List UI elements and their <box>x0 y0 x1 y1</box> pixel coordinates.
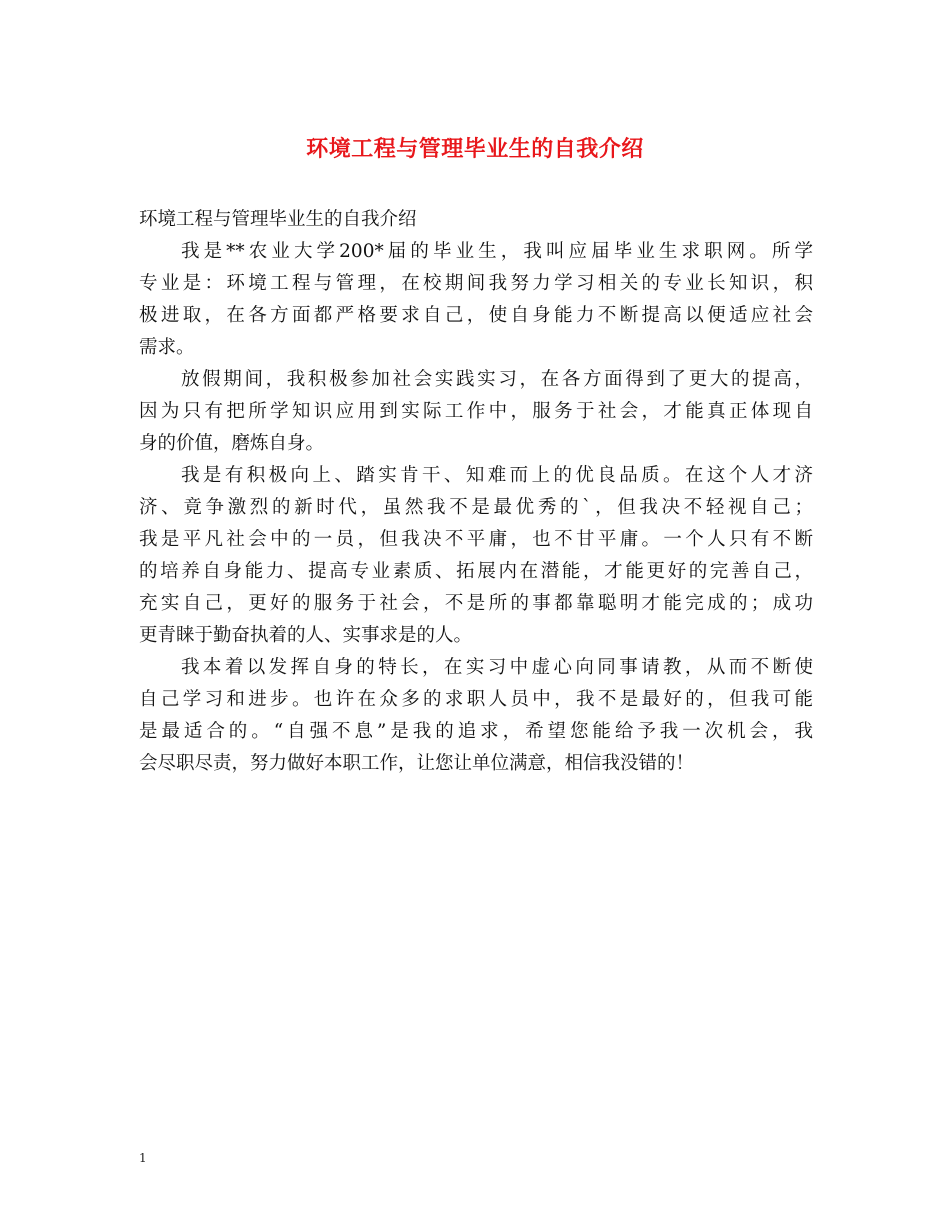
paragraph-line: 更青睐于勤奋执着的人、实事求是的人。 <box>139 625 473 646</box>
paragraph-line: 我本着以发挥自身的特长，在实习中虚心向同事请教，从而不断使 <box>181 657 813 678</box>
document-body <box>139 204 813 780</box>
paragraph-line: 专业是：环境工程与管理，在校期间我努力学习相关的专业长知识，积 <box>139 273 813 294</box>
paragraph-3 <box>139 460 813 652</box>
paragraph-line: 我是**农业大学200*届的毕业生，我叫应届毕业生求职网。所学 <box>181 241 813 262</box>
paragraph-line: 充实自己，更好的服务于社会，不是所的事都靠聪明才能完成的；成功 <box>139 593 813 614</box>
paragraph-line: 需求。 <box>139 337 195 358</box>
paragraph-line: 济、竟争激烈的新时代，虽然我不是最优秀的`，但我决不轻视自己； <box>139 497 813 518</box>
paragraph-line: 身的价值，磨炼自身。 <box>139 433 325 454</box>
paragraph-line: 自己学习和进步。也许在众多的求职人员中，我不是最好的，但我可能 <box>139 689 813 710</box>
paragraph-line: 我是有积极向上、踏实肯干、知难而上的优良品质。在这个人才济 <box>181 465 813 486</box>
paragraph-4 <box>139 652 813 780</box>
paragraph-line: 放假期间，我积极参加社会实践实习，在各方面得到了更大的提高， <box>181 369 813 390</box>
document-title: 环境工程与管理毕业生的自我介绍 <box>306 136 644 162</box>
paragraph-line: 我是平凡社会中的一员，但我决不平庸，也不甘平庸。一个人只有不断 <box>139 529 813 550</box>
paragraph-2 <box>139 364 813 460</box>
paragraph-line: 极进取，在各方面都严格要求自己，使自身能力不断提高以便适应社会 <box>139 305 813 326</box>
paragraph-1 <box>139 236 813 364</box>
paragraph-line: 会尽职尽责，努力做好本职工作，让您让单位满意，相信我没错的！ <box>139 753 695 774</box>
paragraph-line: 的培养自身能力、提高专业素质、拓展内在潜能，才能更好的完善自己， <box>139 561 813 582</box>
document-subtitle: 环境工程与管理毕业生的自我介绍 <box>139 209 417 230</box>
page-number: 1 <box>139 1151 147 1165</box>
paragraph-line: 是最适合的。“自强不息”是我的追求，希望您能给予我一次机会，我 <box>139 721 813 742</box>
paragraph-line: 因为只有把所学知识应用到实际工作中，服务于社会，才能真正体现自 <box>139 401 813 422</box>
